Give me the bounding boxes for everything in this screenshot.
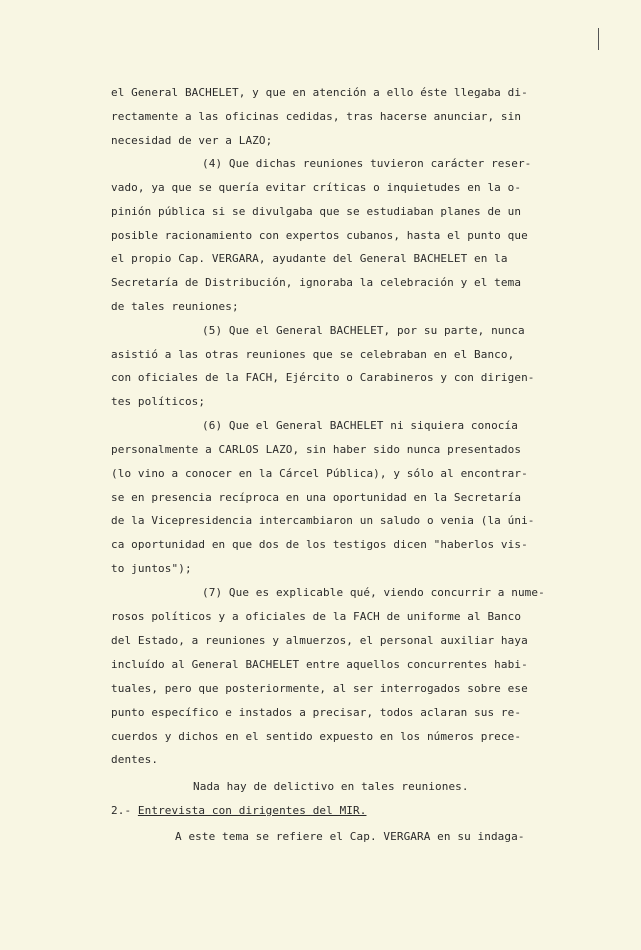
text-line: el propio Cap. VERGARA, ayudante del General BACHELET en la <box>111 252 508 265</box>
text-line: (6) Que el General BACHELET ni siquiera conocía <box>202 419 518 432</box>
text-line: (5) Que el General BACHELET, por su parte, nunca <box>202 324 525 337</box>
text-line: (lo vino a conocer en la Cárcel Pública), y sólo al encontrar- <box>111 467 528 480</box>
section-title: Entrevista con dirigentes del MIR. <box>137 804 367 817</box>
text-line: del Estado, a reuniones y almuerzos, el personal auxiliar haya <box>111 634 528 647</box>
text-line: dentes. <box>111 753 159 766</box>
text-line: necesidad de ver a LAZO; <box>111 134 273 147</box>
text-line: de la Vicepresidencia intercambiaron un saludo o venia (la úni- <box>111 514 535 527</box>
text-line: tuales, pero que posteriormente, al ser interrogados sobre ese <box>111 682 528 695</box>
text-line: punto específico e instados a precisar, todos aclaran sus re- <box>111 706 522 719</box>
text-line: posible racionamiento con expertos cubanos, hasta el punto que <box>111 229 528 242</box>
text-line: se en presencia recíproca en una oportunidad en la Secretaría <box>111 491 522 504</box>
text-line: vado, ya que se quería evitar críticas o inquietudes en la o- <box>111 181 522 194</box>
text-line: ca oportunidad en que dos de los testigos dicen "haberlos vis- <box>111 538 528 551</box>
section-number: 2.- <box>111 804 132 817</box>
text-line: rosos políticos y a oficiales de la FACH de uniforme al Banco <box>111 610 522 623</box>
text-line: el General BACHELET, y que en atención a ello éste llegaba di- <box>111 86 528 99</box>
text-line: pinión pública si se divulgaba que se estudiaban planes de un <box>111 205 522 218</box>
text-line: A este tema se refiere el Cap. VERGARA en su indaga- <box>175 830 525 843</box>
text-line: Nada hay de delictivo en tales reuniones. <box>193 780 469 793</box>
text-line: incluído al General BACHELET entre aquellos concurrentes habi- <box>111 658 528 671</box>
text-line: rectamente a las oficinas cedidas, tras hacerse anunciar, sin <box>111 110 522 123</box>
text-line: de tales reuniones; <box>111 300 239 313</box>
section-heading <box>111 804 366 818</box>
text-line: asistió a las otras reuniones que se celebraban en el Banco, <box>111 348 515 361</box>
text-line: tes políticos; <box>111 395 206 408</box>
text-line: personalmente a CARLOS LAZO, sin haber sido nunca presentados <box>111 443 522 456</box>
text-line: cuerdos y dichos en el sentido expuesto en los números prece- <box>111 730 522 743</box>
text-line: con oficiales de la FACH, Ejército o Carabineros y con dirigen- <box>111 371 535 384</box>
text-line: Secretaría de Distribución, ignoraba la celebración y el tema <box>111 276 522 289</box>
text-line: to juntos"); <box>111 562 192 575</box>
text-line: (4) Que dichas reuniones tuvieron carácter reser- <box>202 157 532 170</box>
text-line: (7) Que es explicable qué, viendo concurrir a nume- <box>202 586 545 599</box>
